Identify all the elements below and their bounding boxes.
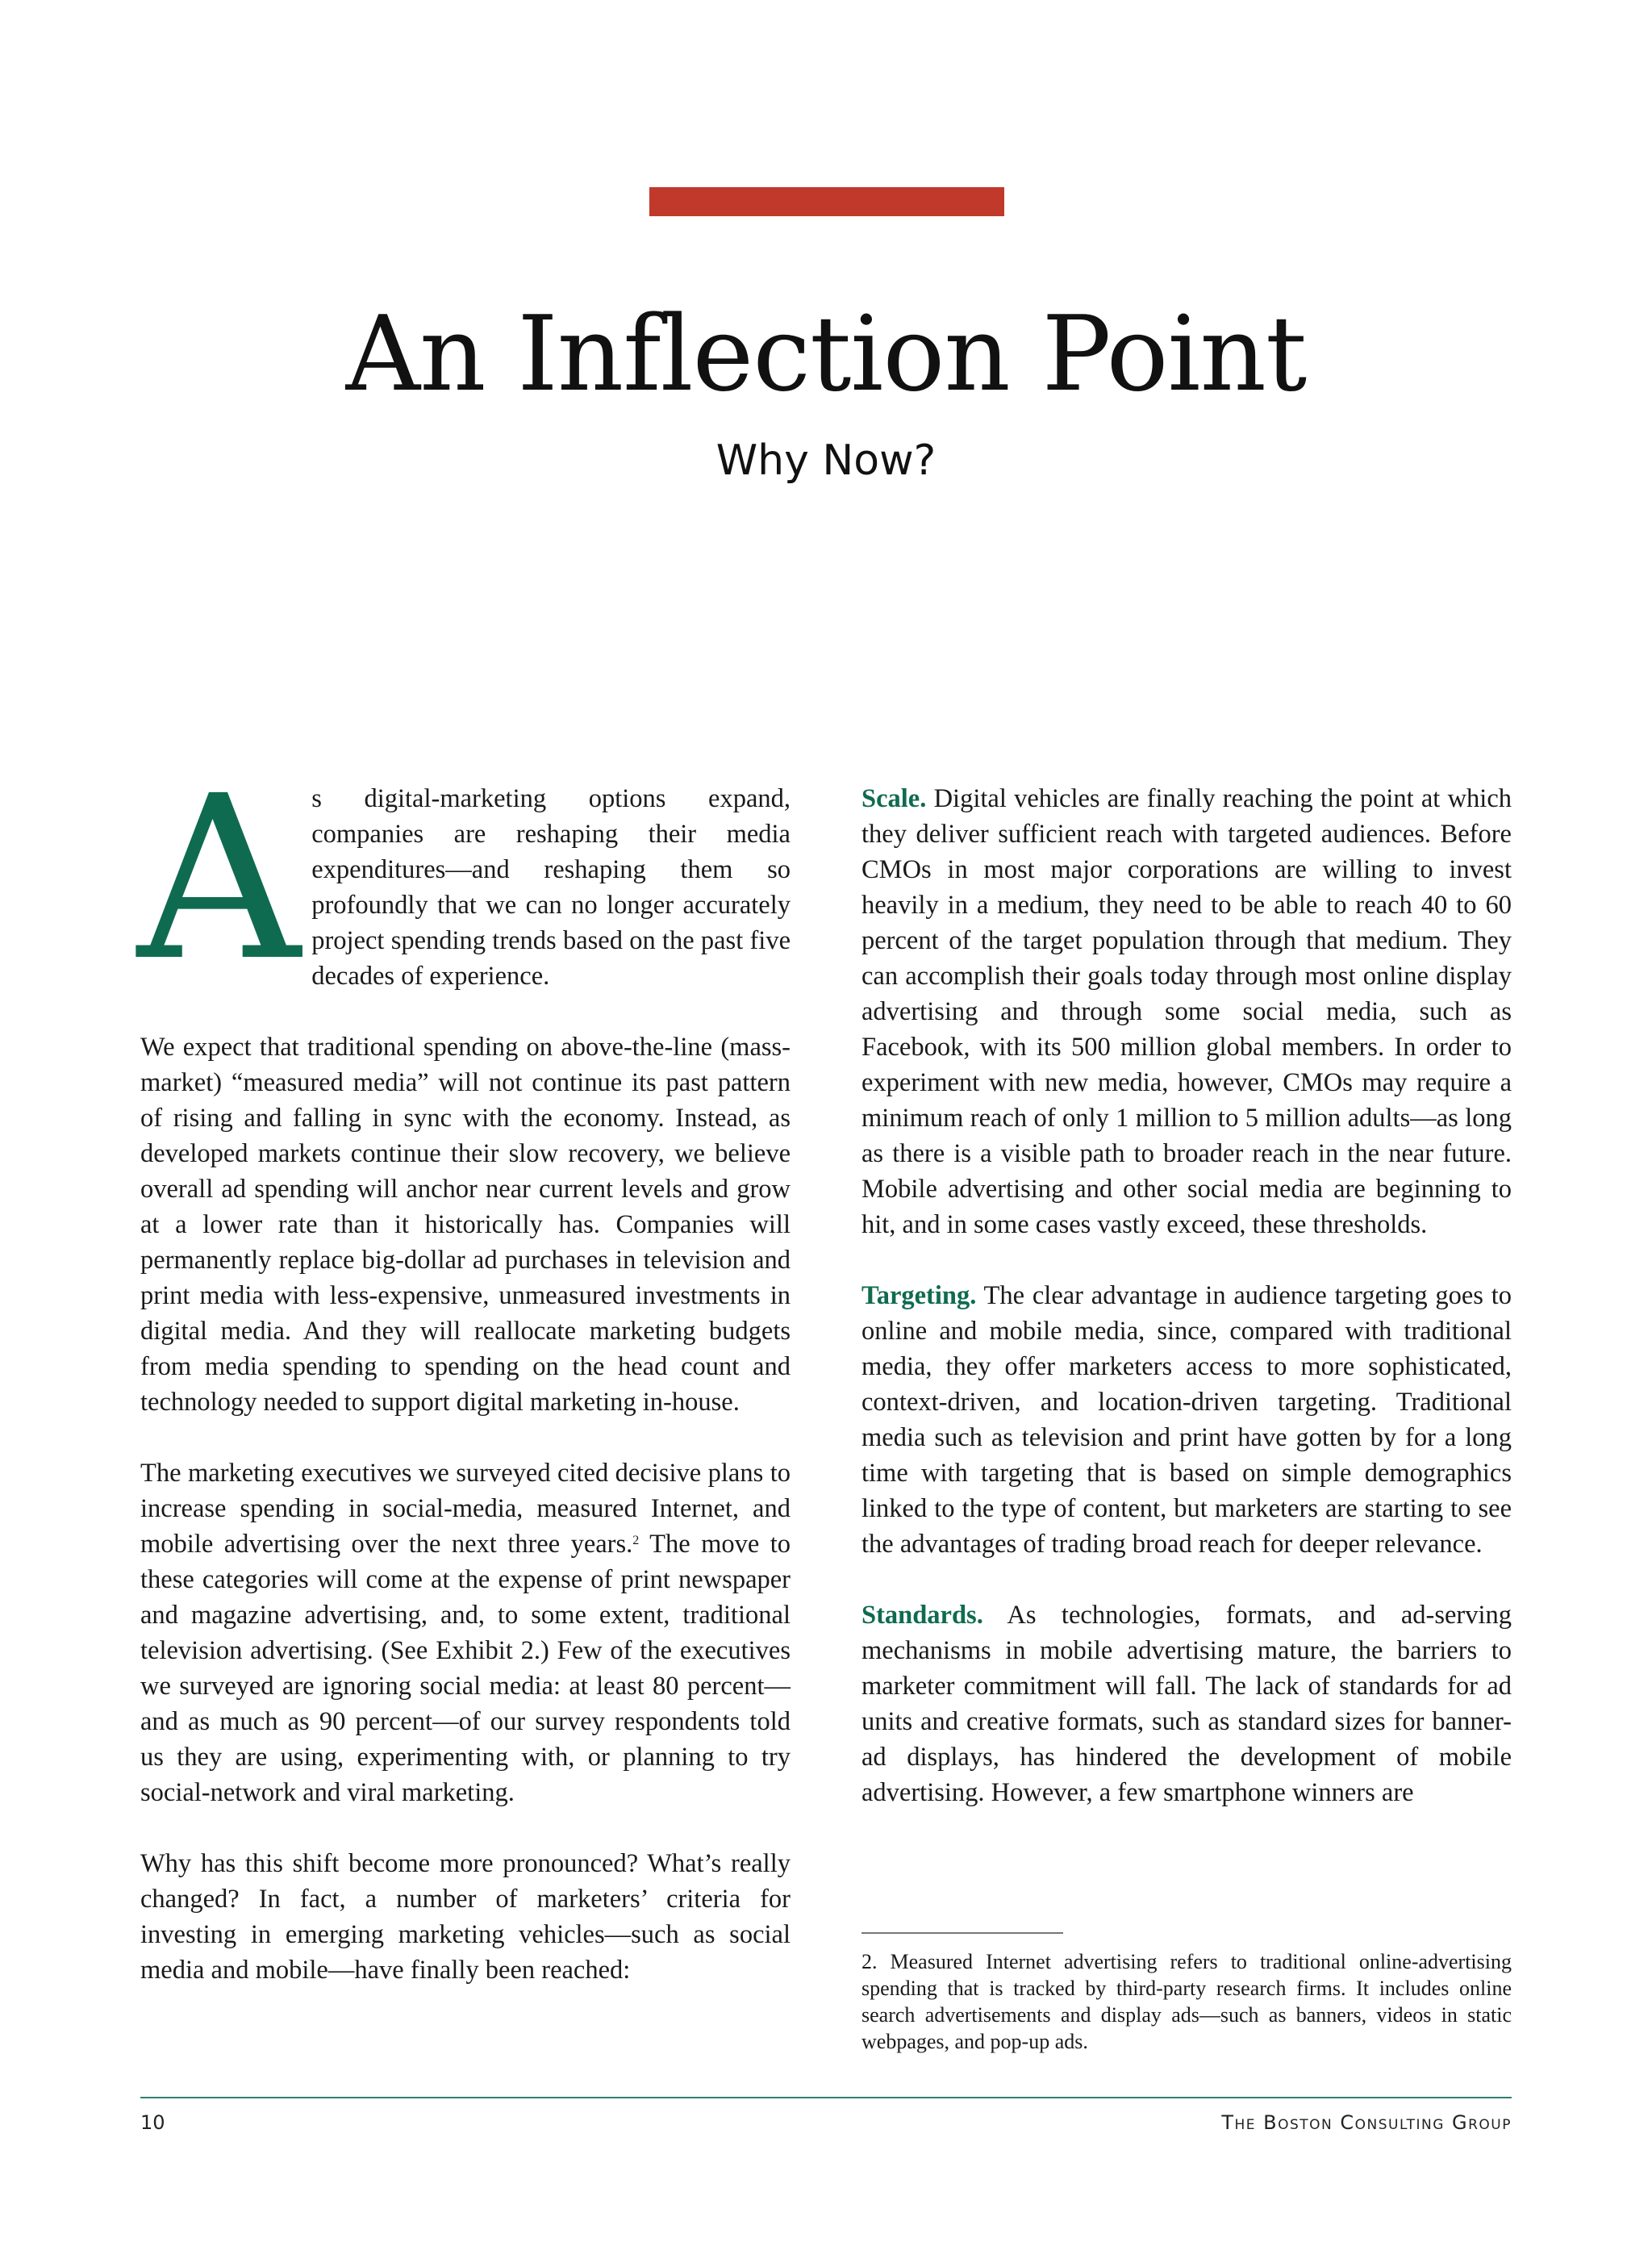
title-accent-bar (649, 187, 1004, 216)
footnote: 2. Measured Internet advertising refers to traditional online-advertising spending that is tracked by third-party research firms. It includes online search advertisements and display ads—such as banners, videos in static webpages, and pop-up ads. (861, 1950, 1512, 2053)
right-column (861, 781, 1512, 1846)
paragraph-measured-media: We expect that traditional spending on above-the-line (mass-market) “measured media” will not continue its past pattern of rising and falling in sync with the economy. Instead, as developed markets continue their slow recovery, we believe overall ad spending will anchor near current levels and grow at a lower rate than it historically has. Companies will permanently replace big-dollar ad purchases in television and print media with less-expensive, unmeasured investments in digital media. And they will reallocate marketing budgets from media spending to spending on the head count and technology needed to support digital marketing in-house. (140, 1033, 791, 1417)
scale-text: Digital vehicles are finally reaching the point at which they deliver sufficient reach with targeted audiences. Before CMOs in most major corporations are willing to invest heavily in a medium, they need to be able to reach 40 to 60 percent of the target population through that medium. They can accomplish their goals today through most online display advertising and through some social media, such as Facebook, with its 500 million global members. In order to experiment with new media, however, CMOs may require a minimum reach of only 1 million to 5 million adults—as long as there is a visible path to broader reach in the near future. Mobile advertising and other social media are beginning to hit, and in some cases vastly exceed, these thresholds. (861, 784, 1512, 1239)
targeting-lead: Targeting. (861, 1281, 977, 1310)
page-number: 10 (140, 2111, 165, 2134)
drop-cap: A (137, 748, 301, 1011)
paragraph-standards (861, 1597, 1512, 1810)
standards-lead: Standards. (861, 1601, 983, 1630)
targeting-text: The clear advantage in audience targeting goes to online and mobile media, since, compared with traditional media, they offer marketers access to more sophisticated, context-driven, and location-driven targeting. Traditional media such as television and print have gotten by for a long time with targeting that is based on simple demographics linked to the type of content, but marketers are starting to see the advantages of trading broad reach for deeper relevance. (861, 1281, 1512, 1559)
footnote-divider (861, 1932, 1063, 1934)
running-head: The Boston Consulting Group (1221, 2111, 1512, 2134)
left-column (137, 748, 791, 2023)
scale-lead: Scale. (861, 784, 927, 813)
paragraph-targeting (861, 1278, 1512, 1562)
survey-text-b: The move to these categories will come at the expense of print newspaper and magazine advertising, and, to some extent, traditional television advertising. (See Exhibit 2.) Few of the executives we surveyed are ignoring social media: at least 80 percent—and as much as 90 percent—of our survey respondents told us they are using, experimenting with, or planning to try social-network and viral marketing. (140, 1530, 791, 1807)
paragraph-why-shift: Why has this shift become more pronounced? What’s really changed? In fact, a number of marketers’ criteria for investing in emerging marketing vehicles—such as social media and mobile—have finally been reached: (140, 1849, 791, 1985)
standards-text: As technologies, formats, and ad-serving mechanisms in mobile advertising mature, the barriers to marketer commitment will fall. The lack of standards for ad units and creative formats, such as standard sizes for banner-ad displays, has hindered the development of mobile advertising. However, a few smartphone winners are (861, 1601, 1512, 1807)
intro-text: s digital-marketing options expand, companies are reshaping their media expenditures—and reshaping them so profoundly that we can no longer accurately project spending trends based on the past five decades of experience. (311, 784, 791, 991)
paragraph-scale (861, 781, 1512, 1242)
survey-text-a: The marketing executives we surveyed cited decisive plans to increase spending in social-media, measured Internet, and mobile advertising over the next three years. (140, 1459, 791, 1559)
footnote-ref: 2 (632, 1534, 640, 1547)
paragraph-survey (140, 1455, 791, 1810)
page-subtitle: Why Now? (715, 436, 937, 485)
footer-rule (140, 2097, 1512, 2098)
intro-paragraph (137, 748, 791, 1011)
page-title: An Inflection Point (345, 294, 1307, 415)
